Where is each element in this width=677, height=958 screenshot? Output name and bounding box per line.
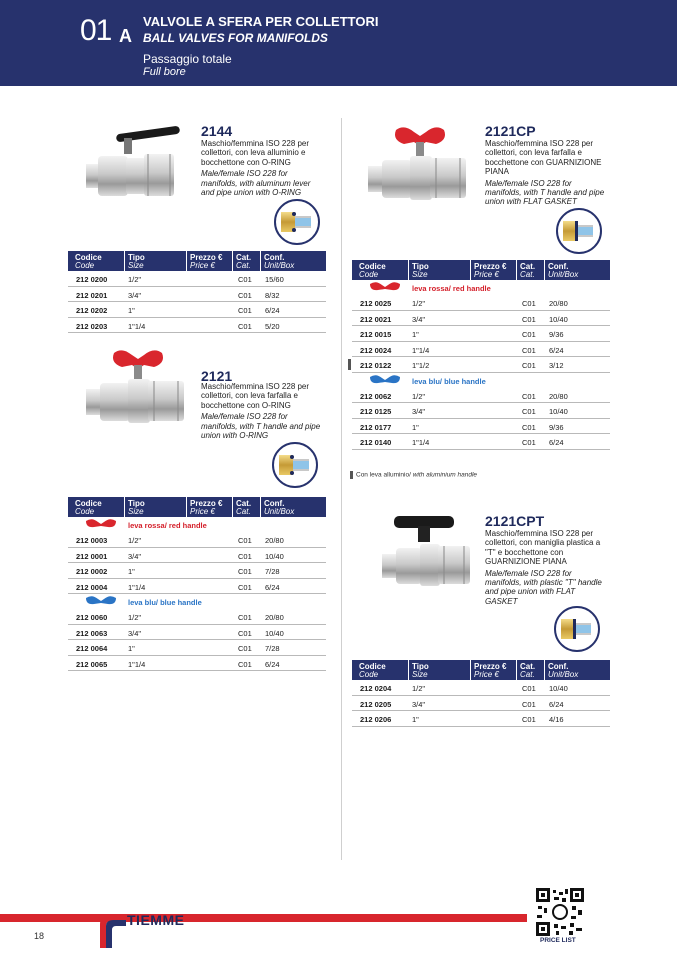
table-2144 <box>68 251 326 333</box>
table-row: 212 0203 1"1/4 C01 5/20 <box>68 318 326 334</box>
blue-handle-icon <box>368 374 402 386</box>
table-row: 212 0205 3/4" C01 6/24 <box>352 696 610 712</box>
blue-handle-icon <box>84 595 118 607</box>
product-code-2121cpt: 2121CPT <box>485 513 545 529</box>
table-row: 212 0062 1/2" C01 20/80 <box>352 388 610 404</box>
product-code-2121: 2121 <box>201 368 233 384</box>
tiemme-logo-icon <box>80 908 126 948</box>
aluminium-note <box>350 471 477 479</box>
o-ring-union-icon <box>271 441 319 489</box>
bore-label-en: Full bore <box>143 66 186 78</box>
th-code: Codice <box>75 253 102 262</box>
section-title-en: BALL VALVES FOR MANIFOLDS <box>143 31 328 45</box>
valve-2144-image <box>72 120 190 200</box>
table-row: 212 0200 1/2" C01 15/60 <box>68 271 326 287</box>
product-desc-en: Male/female ISO 228 for manifolds, with aluminum lever and pipe union with O-RING <box>201 169 311 198</box>
qr-code-icon[interactable] <box>536 888 584 936</box>
th-price: Prezzo € <box>190 253 223 262</box>
table-row: 212 0003 1/2" C01 20/80 <box>68 532 326 548</box>
table-header: Codice Code Tipo Size Prezzo € Price € Cat. Cat. Conf. Unit/Box <box>352 260 610 280</box>
table-row: 212 0125 3/4" C01 10/40 <box>352 403 610 419</box>
table-row: 212 0025 1/2" C01 20/80 <box>352 295 610 311</box>
th-conf-en: Unit/Box <box>264 261 295 270</box>
table-row: 212 0004 1"1/4 C01 6/24 <box>68 579 326 595</box>
table-row: 212 0024 1"1/4 C01 6/24 <box>352 342 610 358</box>
red-handle-label: leva rossa/ red handle <box>412 284 491 293</box>
th-type: Tipo <box>128 253 145 262</box>
table-row: 212 0201 3/4" C01 8/32 <box>68 287 326 303</box>
blue-handle-group <box>68 594 326 609</box>
table-row: 212 0021 3/4" C01 10/40 <box>352 311 610 327</box>
table-row: 212 0204 1/2" C01 10/40 <box>352 680 610 696</box>
table-header: Codice Code Tipo Size Prezzo € Price € Cat. Cat. Conf. Unit/Box <box>352 660 610 680</box>
valve-2121cpt-image <box>376 512 476 590</box>
note-en: with aluminium handle <box>412 471 478 479</box>
table-row: 212 0064 1" C01 7/28 <box>68 640 326 656</box>
table-row: 212 0206 1" C01 4/16 <box>352 711 610 727</box>
price-list-label: PRICE LIST <box>540 937 576 944</box>
blue-handle-group <box>352 373 610 388</box>
note-it: Con leva alluminio/ <box>356 471 411 479</box>
product-desc-it: Maschio/femmina ISO 228 per collettori, con leva alluminio e bocchettone con O-RING <box>201 139 310 167</box>
th-price-en: Price € <box>190 261 215 270</box>
product-desc-it: Maschio/femmina ISO 228 per collettori, con maniglia plastica a "T" e bocchettone con GUARNIZIONE PIANA <box>485 529 601 567</box>
table-row: 212 0060 1/2" C01 20/80 <box>68 609 326 625</box>
o-ring-union-icon <box>273 198 321 246</box>
section-letter: A <box>119 26 132 46</box>
th-cat: Cat. <box>236 253 252 262</box>
product-desc-en: Male/female ISO 228 for manifolds, with T handle and pipe union with O-RING <box>201 412 321 441</box>
table-2121cp <box>352 260 610 450</box>
red-handle-group <box>68 517 326 532</box>
table-header: Codice Code Tipo Size Prezzo € Price € Cat. Cat. Conf. Unit/Box <box>68 497 326 517</box>
th-type-en: Size <box>128 261 144 270</box>
product-desc-en: Male/female ISO 228 for manifolds, with plastic "T" handle and pipe union with FLAT GASKET <box>485 568 602 606</box>
table-row: 212 0063 3/4" C01 10/40 <box>68 625 326 641</box>
table-row: 212 0002 1" C01 7/28 <box>68 563 326 579</box>
flat-gasket-union-icon <box>555 207 603 255</box>
blue-handle-label: leva blu/ blue handle <box>412 376 486 386</box>
table-row-aluminium: 212 0122 1"1/2 C01 3/12 <box>352 357 610 373</box>
section-title-it: VALVOLE A SFERA PER COLLETTORI <box>143 14 379 29</box>
product-code-2144: 2144 <box>201 123 233 139</box>
table-row: 212 0001 3/4" C01 10/40 <box>68 548 326 564</box>
table-row: 212 0015 1" C01 9/36 <box>352 326 610 342</box>
table-row: 212 0202 1" C01 6/24 <box>68 302 326 318</box>
product-desc-it: Maschio/femmina ISO 228 per collettori, con leva farfalla e bocchettone con GUARNIZIONE PIANA <box>485 139 602 177</box>
table-2121 <box>68 497 326 671</box>
bore-label-it: Passaggio totale <box>143 52 232 66</box>
product-desc-it: Maschio/femmina ISO 228 per collettori, con leva farfalla e bocchettone con O-RING <box>201 382 310 410</box>
th-code-en: Code <box>75 261 95 270</box>
product-desc-en: Male/female ISO 228 for manifolds, with T handle and pipe union with FLAT GASKET <box>485 178 605 207</box>
table-2121cpt <box>352 660 610 727</box>
page-number: 18 <box>34 931 45 941</box>
red-handle-icon <box>84 518 118 530</box>
flat-gasket-union-icon <box>553 605 601 653</box>
section-number: 01 <box>80 14 112 47</box>
valve-2121-image <box>78 345 196 429</box>
table-row: 212 0177 1" C01 9/36 <box>352 419 610 435</box>
valve-2121cp-image <box>360 122 478 206</box>
column-divider <box>341 118 342 860</box>
page-header <box>0 0 677 86</box>
product-code-2121cp: 2121CP <box>485 123 536 139</box>
table-header <box>68 251 326 271</box>
red-handle-icon <box>368 281 402 293</box>
red-handle-group <box>352 280 610 295</box>
th-cat-en: Cat. <box>236 261 251 270</box>
red-handle-label: leva rossa/ red handle <box>128 521 207 530</box>
th-conf: Conf. <box>264 253 285 262</box>
table-row: 212 0140 1"1/4 C01 6/24 <box>352 434 610 450</box>
blue-handle-label: leva blu/ blue handle <box>128 598 202 607</box>
table-row: 212 0065 1"1/4 C01 6/24 <box>68 656 326 672</box>
aluminium-marker <box>348 359 351 370</box>
brand-name: TIEMME <box>127 912 185 928</box>
